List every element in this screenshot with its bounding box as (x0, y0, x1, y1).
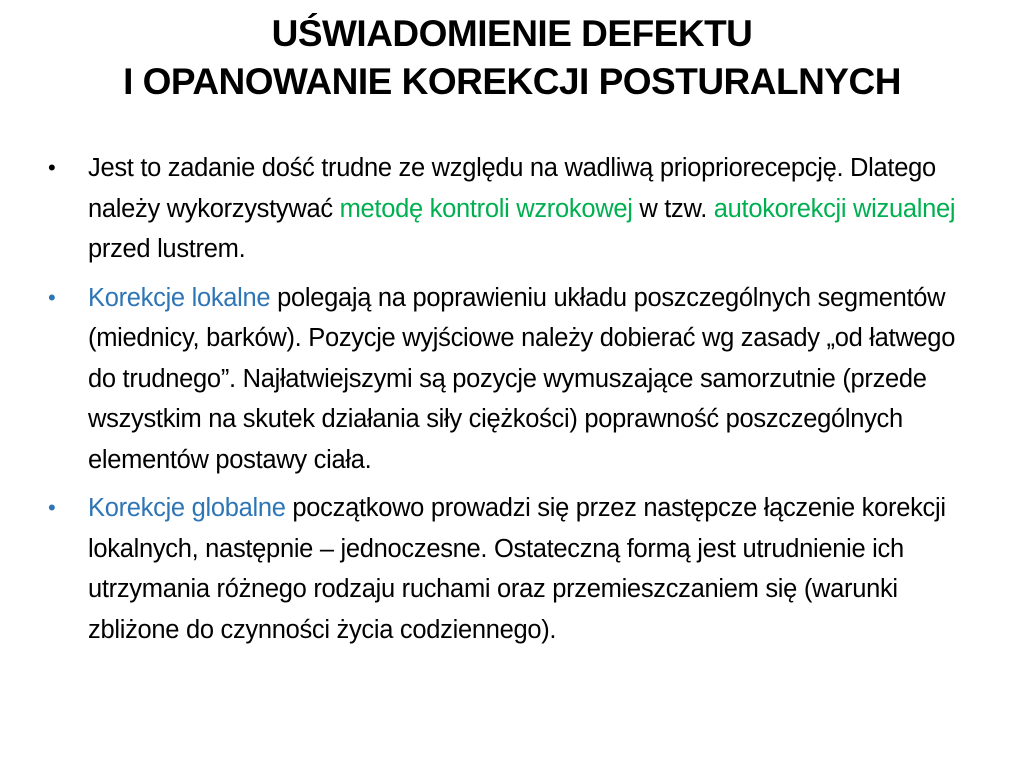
bullet-text-segment: polegają na poprawieniu układu poszczególnych segmentów (miednicy, barków). Pozycje wyjściowe należy dobierać wg zasady „od łatwego do trudnego”. Najłatwiejszymi są pozycje wymuszające samorzutnie (przede wszystkim na skutek działania siły ciężkości) poprawność poszczególnych elementów postawy ciała. (88, 283, 956, 474)
bullet-icon: • (48, 155, 56, 180)
highlighted-term: Korekcje lokalne (88, 283, 271, 312)
title-line-2: I OPANOWANIE KOREKCJI POSTURALNYCH (123, 61, 901, 102)
bullet-icon: • (48, 284, 56, 310)
bullet-text-segment: początkowo prowadzi się przez następcze łączenie korekcji lokalnych, następnie – jednoczesne. Ostateczną formą jest utrudnienie ich utrzymania różnego rodzaju ruchami oraz przemieszczaniem się (warunki zbliżone do czynności życia codziennego). (88, 494, 946, 644)
bullet-icon: • (48, 495, 56, 520)
bullet-item (48, 488, 988, 650)
bullet-text-segment: Jest to zadanie dość trudne ze względu na wadliwą priopriorecepcję. Dlatego należy wykorzystywać (88, 154, 936, 223)
title-line-1: UŚWIADOMIENIE DEFEKTU (271, 13, 753, 54)
highlighted-term: autokorekcji wizualnej (713, 194, 956, 223)
bullet-text-segment: w tzw. (632, 194, 714, 223)
highlighted-term: Korekcje globalne (88, 494, 286, 522)
highlighted-term: metodę kontroli wzrokowej (339, 194, 633, 223)
slide-title (40, 10, 984, 106)
bullet-list (48, 148, 988, 658)
bullet-item (48, 148, 988, 270)
bullet-text-segment: przed lustrem. (88, 235, 246, 263)
bullet-item (48, 278, 988, 481)
